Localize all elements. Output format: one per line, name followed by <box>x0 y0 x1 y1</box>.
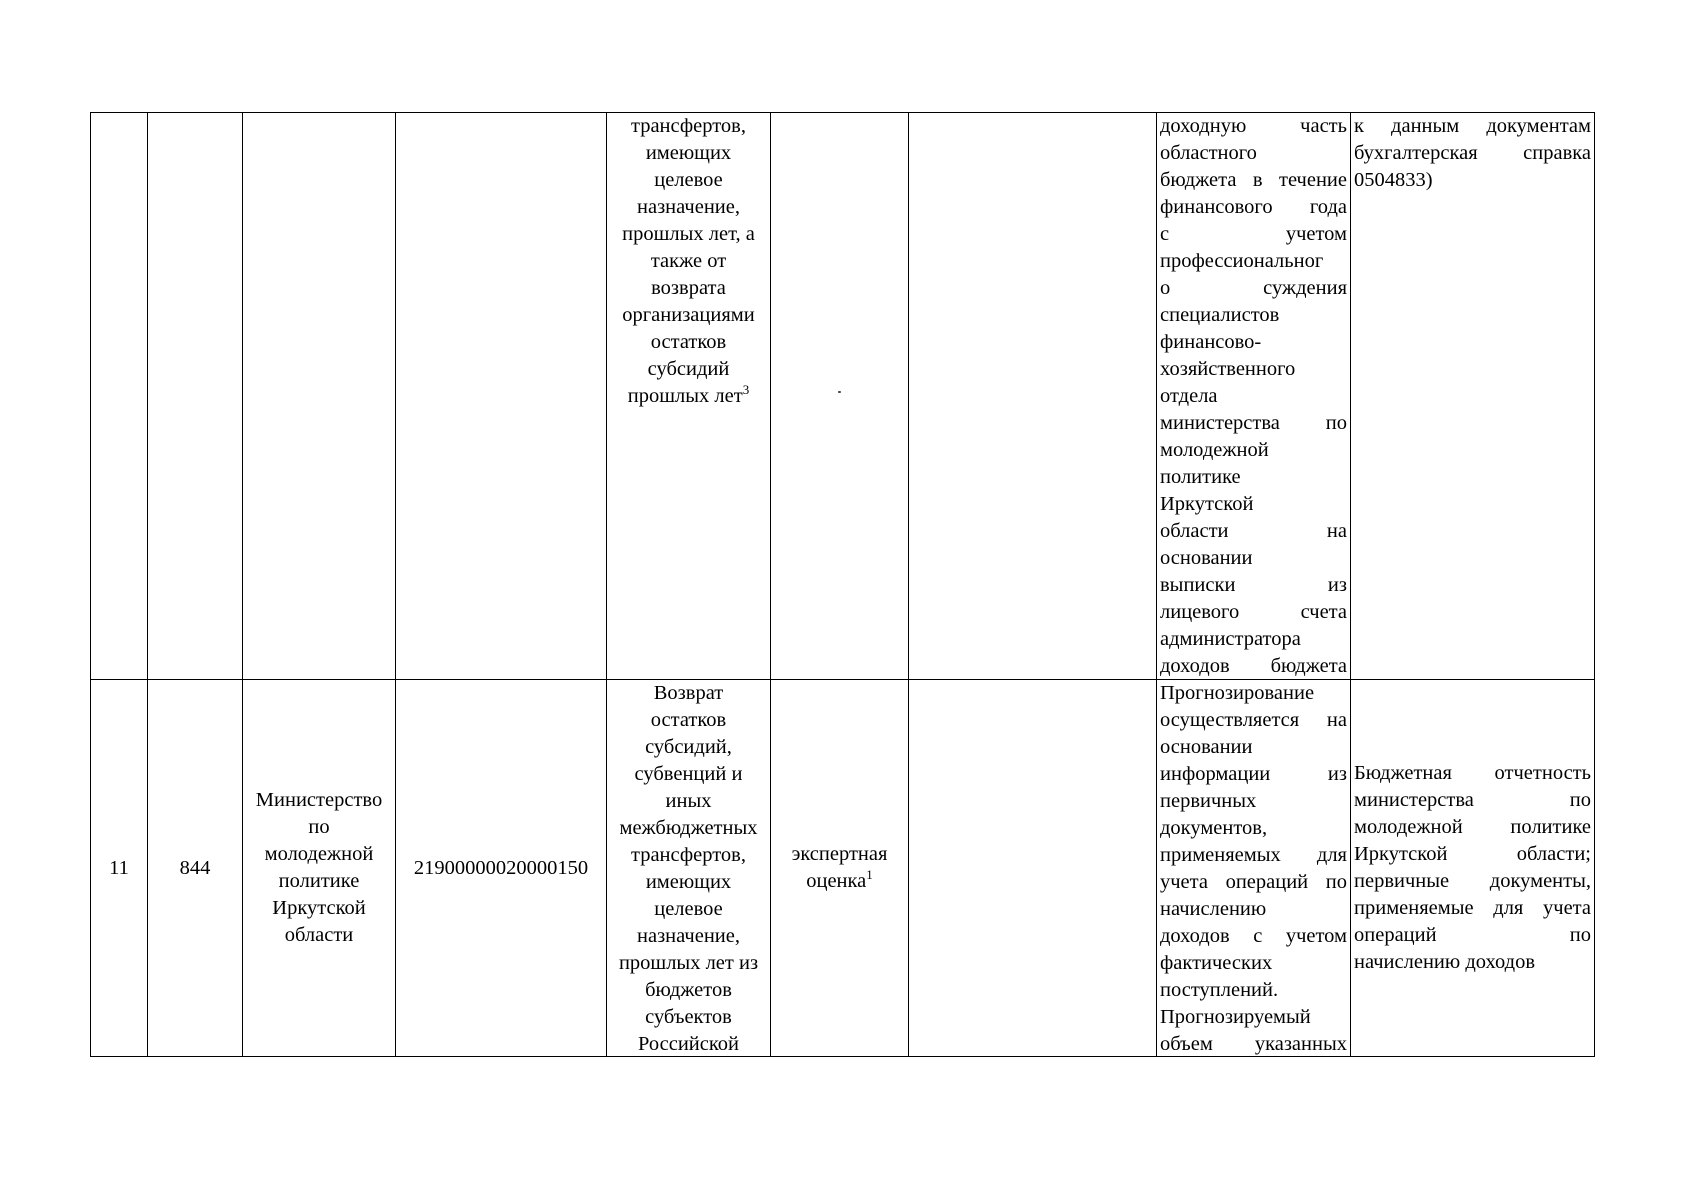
revenue-forecast-table <box>90 112 1595 1057</box>
cell-admin-code: 844 <box>148 680 243 1057</box>
text-line: доходов бюджета <box>1160 655 1347 677</box>
text-line: финансово- <box>1160 331 1262 353</box>
text-line: отдела <box>1160 385 1218 407</box>
cell-algorithm <box>1157 113 1351 680</box>
cell-source <box>1351 113 1595 680</box>
text-line: первичные документы, <box>1354 870 1591 892</box>
text-line: политике <box>1160 466 1241 488</box>
method-line-1: экспертная <box>791 843 888 865</box>
text-line: трансфертов, <box>631 115 746 137</box>
text-line: бюджетов <box>645 979 732 1001</box>
text-line: молодежной <box>1160 439 1269 461</box>
text-line: фактических <box>1160 952 1273 974</box>
revenue-name-text <box>610 113 767 679</box>
text-line: Возврат <box>653 682 724 704</box>
cell-administrator <box>243 680 396 1057</box>
text-line: операций по <box>1354 924 1591 946</box>
text-line: Иркутской области; <box>1354 843 1591 865</box>
footnote-mark: 1 <box>866 867 873 883</box>
text-line: субсидий, <box>645 736 732 758</box>
text-line: выписки из <box>1160 574 1347 596</box>
text-line: специалистов <box>1160 304 1280 326</box>
text-line: Прогнозируемый <box>1160 1006 1311 1028</box>
text-line: основании <box>1160 736 1253 758</box>
text-line: финансового года <box>1160 196 1347 218</box>
text-line: о суждения <box>1160 277 1347 299</box>
text-line: бюджета в течение <box>1160 169 1347 191</box>
text-line: прошлых лет, а <box>622 223 755 245</box>
text-line: начислению <box>1160 898 1267 920</box>
text-line: первичных <box>1160 790 1257 812</box>
text-line: Бюджетная отчетность <box>1354 762 1591 784</box>
cell-admin-code <box>148 113 243 680</box>
source-text <box>1354 113 1591 679</box>
text-line: субъектов <box>645 1006 732 1028</box>
text-line: остатков <box>650 331 727 353</box>
algorithm-text <box>1160 113 1347 679</box>
text-line: к данным документам <box>1354 115 1591 137</box>
cell-method <box>771 113 909 680</box>
text-line: Иркутской <box>1160 493 1254 515</box>
text-line: 0504833) <box>1354 169 1433 191</box>
method-line-2: оценка <box>806 870 867 892</box>
text-line: бухгалтерская справка <box>1354 142 1591 164</box>
text-line: прошлых лет$^3$ <box>627 382 750 407</box>
algorithm-text <box>1160 680 1347 1056</box>
text-line: начислению доходов <box>1354 951 1535 973</box>
cell-number: 11 <box>91 680 148 1057</box>
text-line: остатков <box>650 709 727 731</box>
cell-number <box>91 113 148 680</box>
revenue-name-text <box>610 680 767 1056</box>
text-line: имеющих <box>645 142 732 164</box>
text-line: иных <box>665 790 712 812</box>
text-line: целевое <box>654 898 723 920</box>
text-line: учета операций по <box>1160 871 1347 893</box>
text-line: хозяйственного <box>1160 358 1296 380</box>
text-line: основании <box>1160 547 1253 569</box>
text-line: прошлых лет из <box>618 952 759 974</box>
text-line: назначение, <box>637 925 740 947</box>
cell-formula <box>909 680 1157 1057</box>
text-line: имеющих <box>645 871 732 893</box>
source-text <box>1354 760 1591 976</box>
text-line: применяемые для учета <box>1354 897 1591 919</box>
cell-algorithm <box>1157 680 1351 1057</box>
text-line: Российской <box>637 1033 740 1055</box>
text-line: областного <box>1160 142 1257 164</box>
cell-kbk <box>396 113 607 680</box>
cell-revenue-name <box>607 680 771 1057</box>
text-line: доходную часть <box>1160 115 1347 137</box>
footnote-mark: 3 <box>742 382 750 398</box>
text-line: назначение, <box>637 196 740 218</box>
text-line: поступлений. <box>1160 979 1279 1001</box>
cell-source <box>1351 680 1595 1057</box>
cell-administrator <box>243 113 396 680</box>
text-line: Прогнозирование <box>1160 682 1315 704</box>
administrator-name: Министерство по молодежной политике Иркутской области <box>255 789 383 946</box>
table-row-continued <box>91 113 1595 680</box>
text-line: администратора <box>1160 628 1301 650</box>
text-line: объем указанных <box>1160 1033 1347 1055</box>
text-line: лицевого счета <box>1160 601 1347 623</box>
text-line: осуществляется на <box>1160 709 1347 731</box>
text-line: применяемых для <box>1160 844 1347 866</box>
scan-speck <box>838 391 841 393</box>
text-line: министерства по <box>1160 412 1347 434</box>
text-line: министерства по <box>1354 789 1591 811</box>
text-line: с учетом <box>1160 223 1347 245</box>
text-line: организациями <box>622 304 755 326</box>
cell-formula <box>909 113 1157 680</box>
cell-method <box>771 680 909 1057</box>
text-line: межбюджетных <box>619 817 758 839</box>
text-line: целевое <box>654 169 723 191</box>
text-line: молодежной политике <box>1354 816 1591 838</box>
text-line: профессиональног <box>1160 250 1324 272</box>
cell-revenue-name <box>607 113 771 680</box>
text-line: субвенций и <box>634 763 743 785</box>
cell-kbk: 21900000020000150 <box>396 680 607 1057</box>
text-line: трансфертов, <box>631 844 746 866</box>
text-line: доходов с учетом <box>1160 925 1347 947</box>
text-line: возврата <box>651 277 726 299</box>
text-line: документов, <box>1160 817 1268 839</box>
table-row-11 <box>91 680 1595 1057</box>
text-line: информации из <box>1160 763 1347 785</box>
text-line: субсидий <box>647 358 730 380</box>
text-line: также от <box>650 250 727 272</box>
text-line: области на <box>1160 520 1347 542</box>
